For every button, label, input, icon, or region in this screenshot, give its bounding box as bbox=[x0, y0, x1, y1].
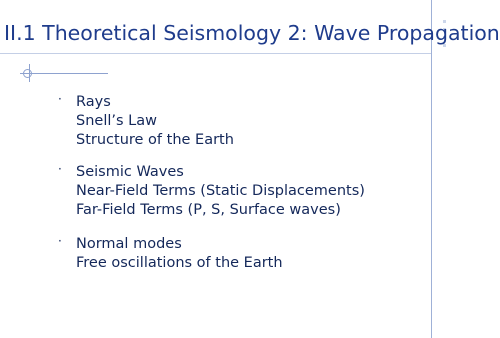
decorative-vertical-rule bbox=[431, 0, 432, 338]
list-item: Structure of the Earth bbox=[76, 132, 234, 148]
slide-title: II.1 Theoretical Seismology 2: Wave Propagation bbox=[4, 21, 500, 45]
section-heading: Rays bbox=[76, 94, 111, 110]
list-item: Snell’s Law bbox=[76, 113, 157, 129]
section-rays bbox=[58, 93, 234, 150]
section-heading: Normal modes bbox=[76, 236, 182, 252]
list-item: Near-Field Terms (Static Displacements) bbox=[76, 183, 365, 199]
section-heading-row bbox=[58, 163, 365, 182]
list-item: Free oscillations of the Earth bbox=[76, 255, 283, 271]
bullet-icon: · bbox=[58, 92, 62, 106]
list-item: Far-Field Terms (P, S, Surface waves) bbox=[76, 202, 341, 218]
section-seismic-waves bbox=[58, 163, 365, 220]
section-heading: Seismic Waves bbox=[76, 164, 184, 180]
section-heading-row bbox=[58, 235, 283, 254]
bullet-icon: · bbox=[58, 234, 62, 248]
section-normal-modes bbox=[58, 235, 283, 273]
section-heading-row bbox=[58, 93, 234, 112]
bullet-icon: · bbox=[58, 162, 62, 176]
